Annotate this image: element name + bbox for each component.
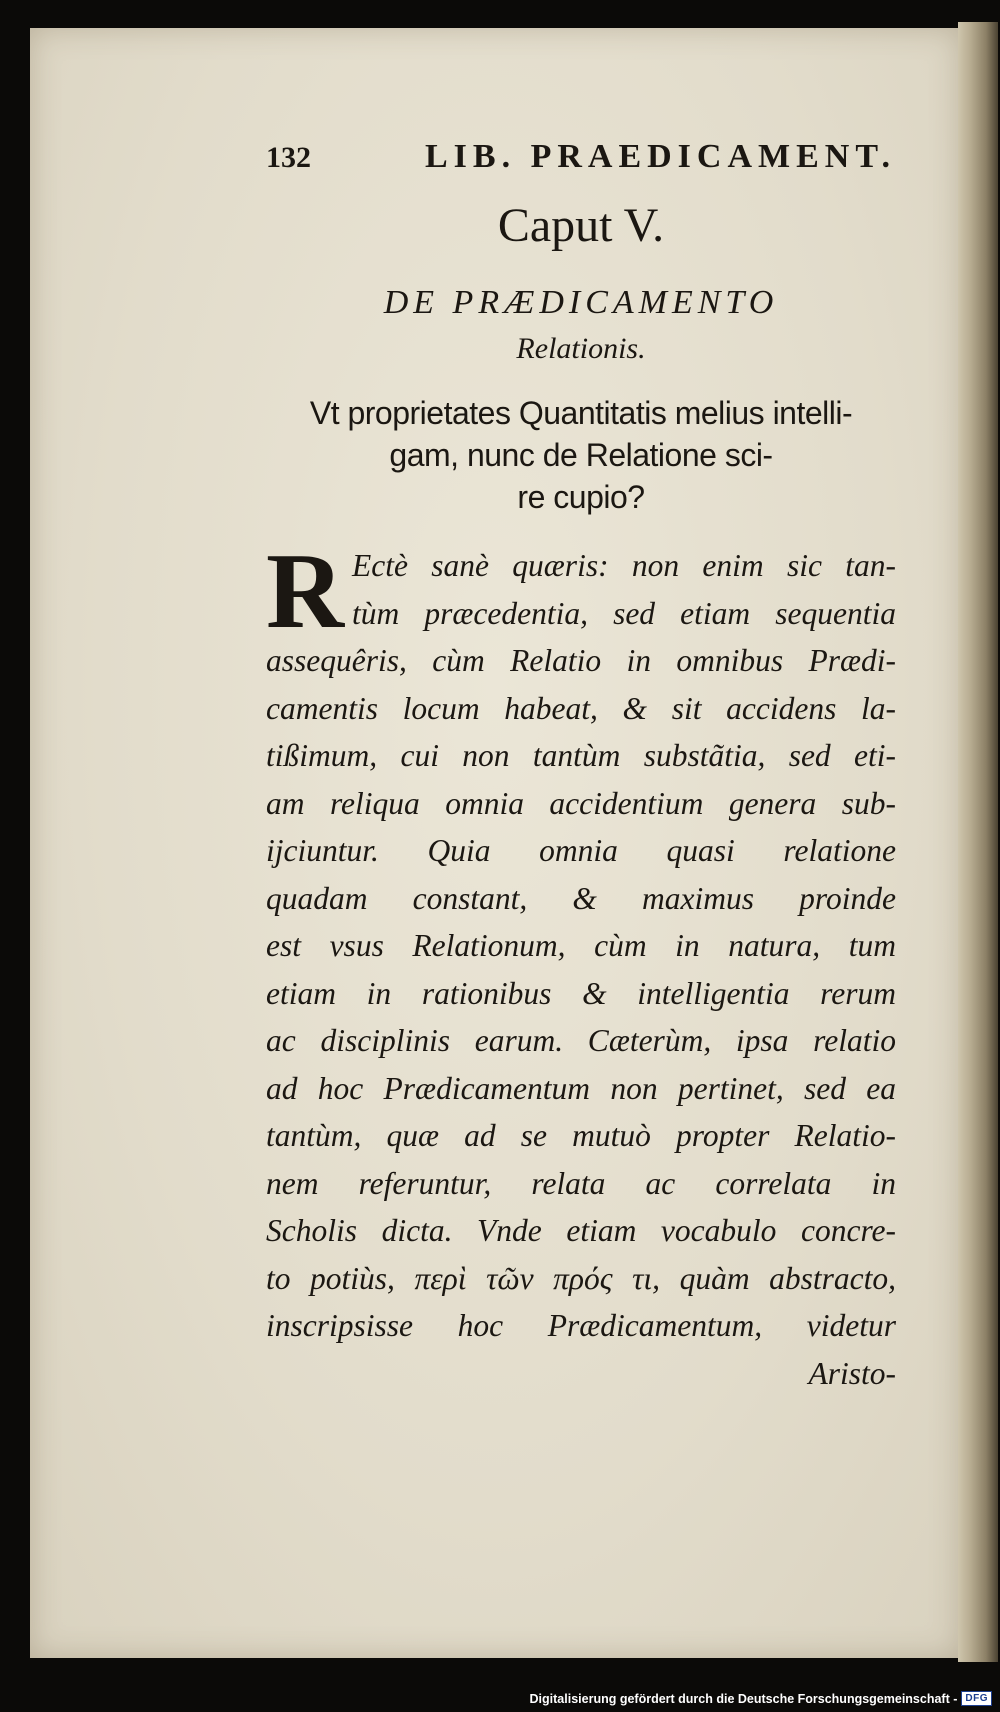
body-line: camentis locum habeat, & sit accidens la- [266,690,896,726]
page-number: 132 [266,141,311,174]
body-line: inscripsisse hoc Prædicamentum, videtur [266,1308,896,1343]
body-line: Ectè sanè quæris: non enim sic tan- [352,548,896,583]
body-line: ad hoc Prædicamentum non pertinet, sed ea [266,1070,896,1106]
body-line: Scholis dicta. Vnde etiam vocabulo concre- [266,1213,896,1248]
catchword: Aristo- [808,1355,896,1391]
body-line: assequêris, cùm Relatio in omnibus Prædi- [266,643,896,678]
body-line: tùm præcedentia, sed etiam sequentia [352,595,896,631]
body-line: est vsus Relationum, cùm in natura, tum [266,928,896,963]
body-text [266,532,896,1397]
text-column [266,138,896,1397]
dfg-logo-icon: DFG [961,1691,992,1706]
body-line: am reliqua omnia accidentium genera sub- [266,785,896,821]
credit-text: Digitalisierung gefördert durch die Deutsche Forschungsgemeinschaft - [529,1691,958,1706]
body-line: ac disciplinis earum. Cæterùm, ipsa relatio [266,1023,896,1058]
section-subtitle: Relationis. [516,332,646,365]
running-head-title: LIB. PRAEDICAMENT. [424,138,896,175]
drop-cap: R [266,532,344,651]
question-line: re cupio? [517,479,645,515]
running-head [266,138,896,190]
question-block [266,392,896,518]
question-line: Vt proprietates Quantitatis melius intelli- [309,395,853,431]
chapter-title: Caput V. [497,199,665,252]
question-line: gam, nunc de Relatione sci- [389,437,773,473]
body-line: tißimum, cui non tantùm substãtia, sed eti- [266,738,896,773]
body-line: tantùm, quæ ad se mutuò propter Relatio- [266,1118,896,1153]
body-line: etiam in rationibus & intelligentia rerum [266,975,896,1011]
page-edge [958,22,998,1662]
body-line: nem referuntur, relata ac correlata in [266,1165,896,1201]
body-line: ijciuntur. Quia omnia quasi relatione [266,833,896,868]
digitization-credit [530,1691,992,1706]
body-line: quadam constant, & maximus proinde [266,880,896,916]
section-title: DE PRÆDICAMENTO [383,284,779,321]
body-line: to potiùs, περὶ τῶν πρός τι, quàm abstracto, [266,1260,896,1296]
